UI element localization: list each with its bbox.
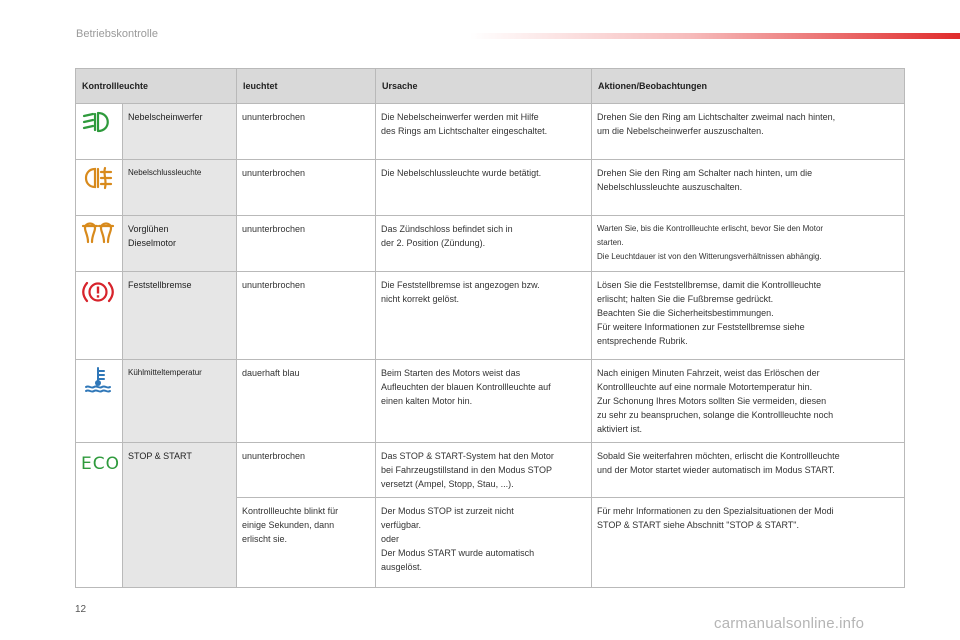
lamp-name: Kühlmitteltemperatur <box>123 360 237 443</box>
lamp-cause: Die Nebelschlussleuchte wurde betätigt. <box>376 160 592 216</box>
lamp-state: ununterbrochen <box>237 104 376 160</box>
lamp-cause: Die Feststellbremse ist angezogen bzw. nicht korrekt gelöst. <box>376 272 592 360</box>
table-row <box>76 160 905 216</box>
rear-fog-lamp-icon <box>81 166 115 190</box>
lamp-cause: Beim Starten des Motors weist das Aufleuchten der blauen Kontrollleuchte auf einen kalten Motor hin. <box>376 360 592 443</box>
header-accent-bar <box>470 33 960 39</box>
lamp-actions: Drehen Sie den Ring am Schalter nach hinten, um die Nebelschlussleuchte auszuschalten. <box>592 160 905 216</box>
eco-icon: ECO <box>81 454 120 474</box>
glow-plug-icon <box>81 222 115 246</box>
lamp-cause: Der Modus STOP ist zurzeit nicht verfügbar. oder Der Modus START wurde automatisch ausgelöst. <box>376 498 592 588</box>
lamp-actions: Warten Sie, bis die Kontrollleuchte erlischt, bevor Sie den Motor starten. Die Leuchtdauer ist von den Witterungsverhältnissen abhängig. <box>592 216 905 272</box>
icon-cell <box>76 443 123 588</box>
icon-cell <box>76 160 123 216</box>
table-row <box>76 443 905 498</box>
table-row <box>76 272 905 360</box>
lamp-name: Nebelscheinwerfer <box>123 104 237 160</box>
front-fog-lamp-icon <box>81 110 115 134</box>
icon-cell <box>76 272 123 360</box>
header-state: leuchtet <box>237 69 376 104</box>
lamp-actions: Lösen Sie die Feststellbremse, damit die Kontrollleuchte erlischt; halten Sie die Fußbremse gedrückt. Beachten Sie die Sicherheitsbestimmungen. Für weitere Informationen zur Feststellbremse siehe entsprechende Rubrik. <box>592 272 905 360</box>
lamp-state: Kontrollleuchte blinkt für einige Sekunden, dann erlischt sie. <box>237 498 376 588</box>
section-title: Betriebskontrolle <box>76 28 158 40</box>
lamp-name: Feststellbremse <box>123 272 237 360</box>
lamp-state: ununterbrochen <box>237 216 376 272</box>
lamp-actions: Nach einigen Minuten Fahrzeit, weist das Erlöschen der Kontrollleuchte auf eine normale Motortemperatur hin. Zur Schonung Ihres Motors sollten Sie vermeiden, diesen zu sehr zu beanspruchen, solange die Kontrollleuchte noch aktiviert ist. <box>592 360 905 443</box>
lamp-state: ununterbrochen <box>237 443 376 498</box>
lamp-state: ununterbrochen <box>237 272 376 360</box>
header-actions: Aktionen/Beobachtungen <box>592 69 905 104</box>
lamp-name: Nebelschlussleuchte <box>123 160 237 216</box>
lamp-cause: Die Nebelscheinwerfer werden mit Hilfe des Rings am Lichtschalter eingeschaltet. <box>376 104 592 160</box>
lamp-actions: Sobald Sie weiterfahren möchten, erlischt die Kontrollleuchte und der Motor startet wieder automatisch im Modus START. <box>592 443 905 498</box>
table-row <box>76 216 905 272</box>
table-header-row <box>76 69 905 104</box>
icon-cell <box>76 104 123 160</box>
lamp-name: STOP & START <box>123 443 237 588</box>
lamp-state: dauerhaft blau <box>237 360 376 443</box>
table-row <box>76 360 905 443</box>
icon-cell <box>76 216 123 272</box>
watermark: carmanualsonline.info <box>714 615 865 632</box>
table-row <box>76 104 905 160</box>
icon-cell <box>76 360 123 443</box>
lamp-cause: Das STOP & START-System hat den Motor bei Fahrzeugstillstand in den Modus STOP versetzt (Ampel, Stopp, Stau, ...). <box>376 443 592 498</box>
warning-lamp-table <box>75 68 905 588</box>
header-lamp: Kontrollleuchte <box>76 69 237 104</box>
lamp-actions: Für mehr Informationen zu den Spezialsituationen der Modi STOP & START siehe Abschnitt "STOP & START". <box>592 498 905 588</box>
lamp-cause: Das Zündschloss befindet sich in der 2. Position (Zündung). <box>376 216 592 272</box>
lamp-name: Vorglühen Dieselmotor <box>123 216 237 272</box>
coolant-temperature-icon <box>81 366 115 394</box>
parking-brake-icon <box>81 278 115 306</box>
lamp-state: ununterbrochen <box>237 160 376 216</box>
lamp-actions: Drehen Sie den Ring am Lichtschalter zweimal nach hinten, um die Nebelscheinwerfer auszuschalten. <box>592 104 905 160</box>
header-cause: Ursache <box>376 69 592 104</box>
page-number: 12 <box>75 604 87 615</box>
